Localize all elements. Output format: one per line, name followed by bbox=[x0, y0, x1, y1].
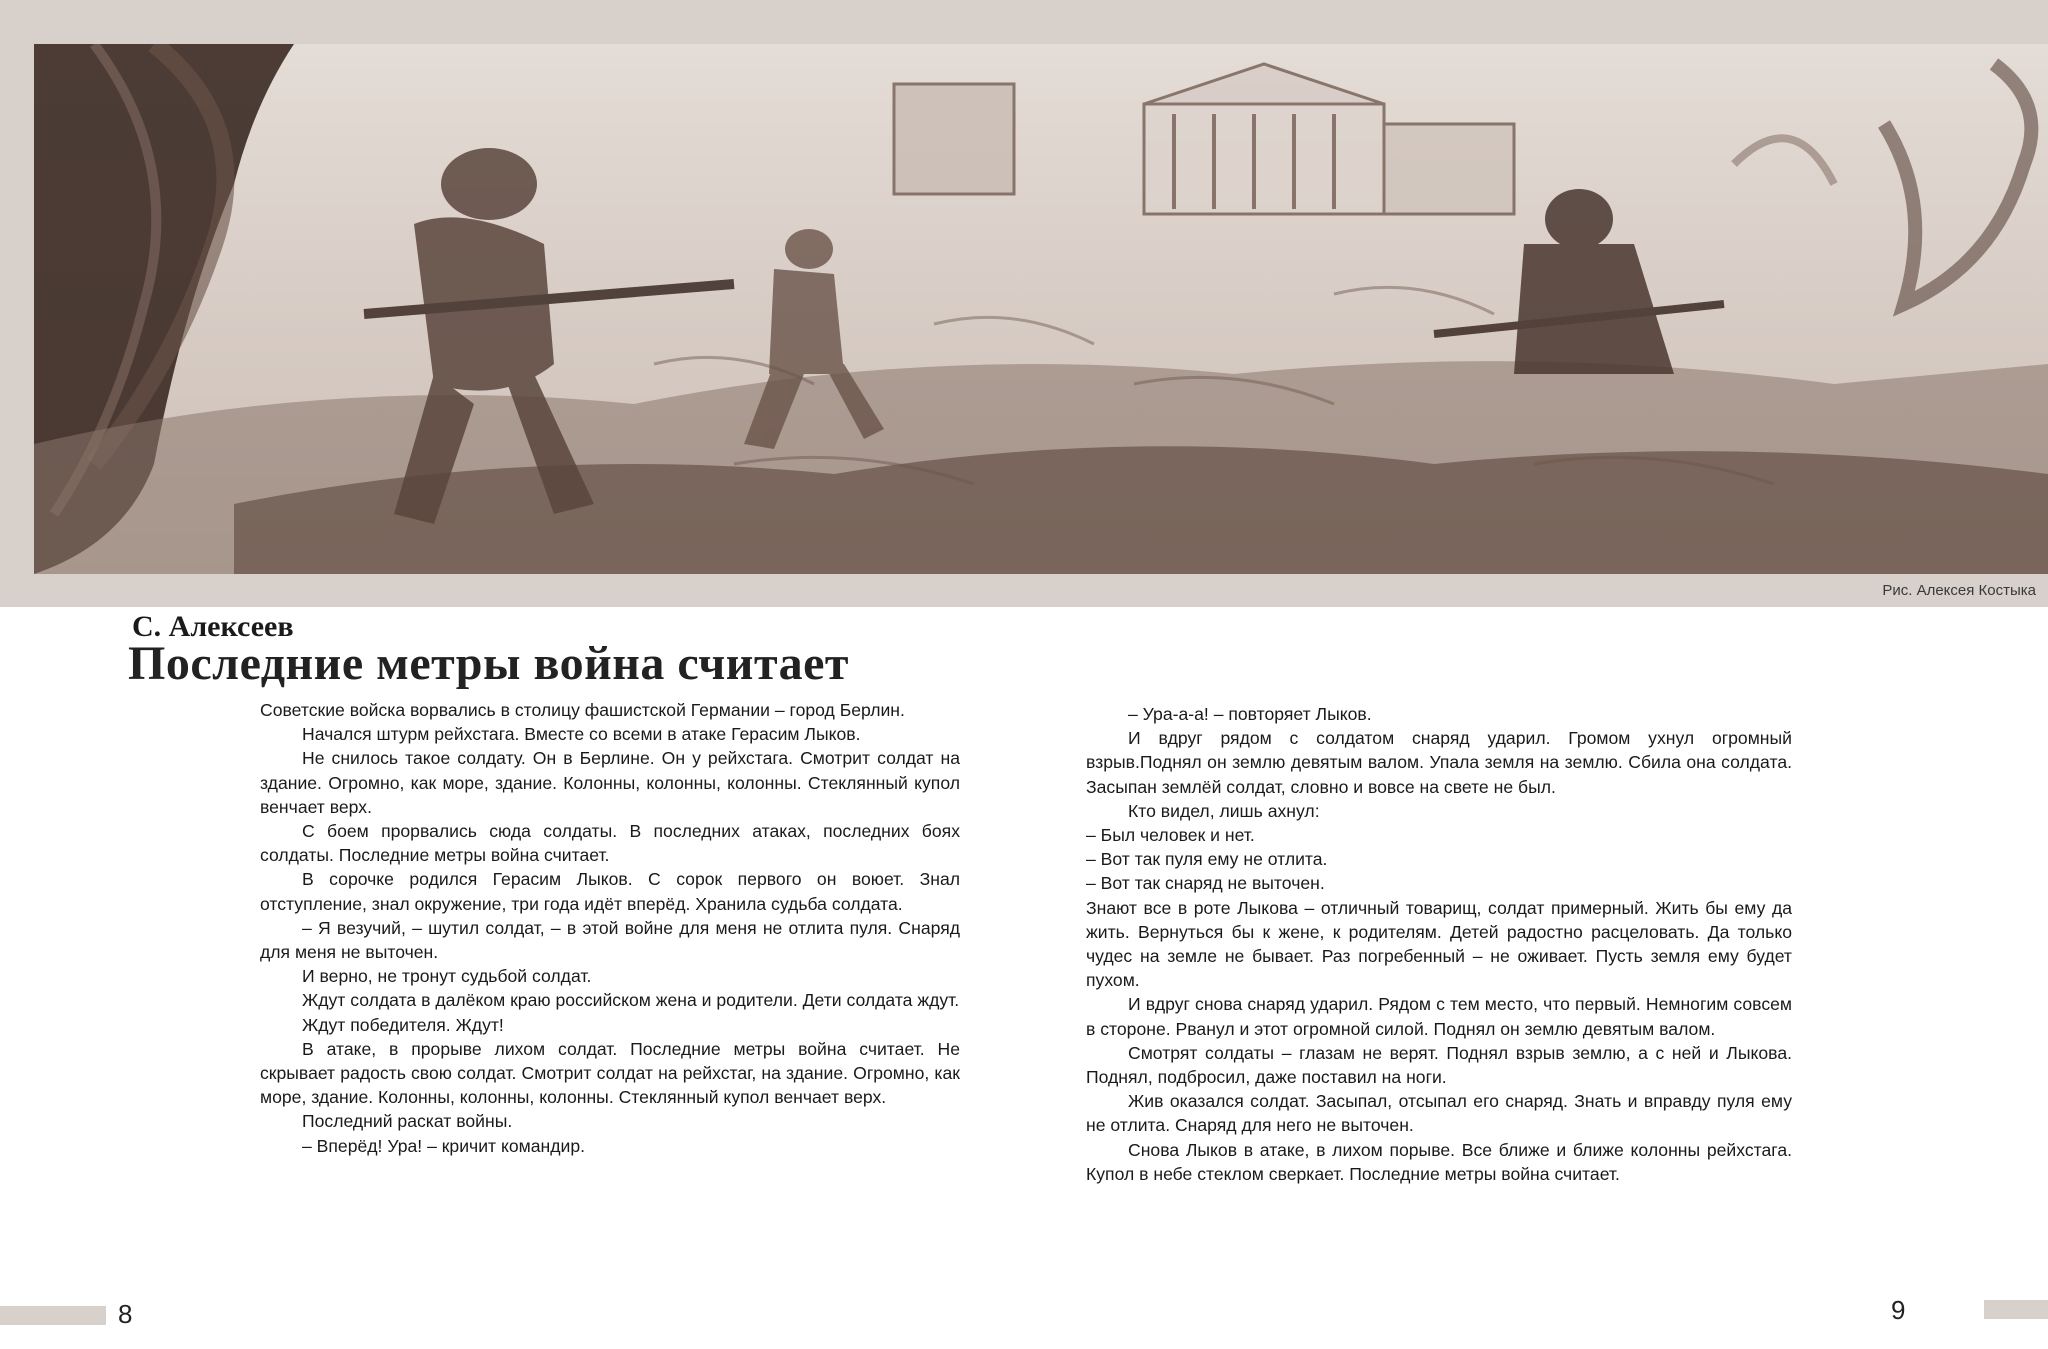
paragraph: – Ура-а-а! – повторяет Лыков. bbox=[1128, 704, 1372, 724]
paragraph: – Я везучий, – шутил солдат, – в этой войне для меня не отлита пуля. Снаряд для меня не выточен. bbox=[260, 917, 960, 963]
battle-scene-drawing bbox=[34, 44, 2048, 574]
paragraph: – Вот так снаряд не выточен. bbox=[1086, 873, 1325, 894]
page-bar-left bbox=[0, 1306, 106, 1325]
paragraph: Кто видел, лишь ахнул: bbox=[1128, 800, 1320, 821]
paragraph: Советские войска ворвались в столицу фашистской Германии – город Берлин. bbox=[260, 700, 905, 720]
illustration-credit: Рис. Алексея Костыка bbox=[1882, 582, 2036, 599]
page-number-right: 9 bbox=[1891, 1295, 1906, 1325]
paragraph: Не снилось такое солдату. Он в Берлине. Он у рейхстага. Смотрит солдат на здание. Огромно, как море, здание. Колонны, колонны, колонны. Стеклянный купол венчает верх. bbox=[260, 748, 960, 817]
paragraph: – Вперёд! Ура! – кричит командир. bbox=[302, 1135, 586, 1156]
page-number-left: 8 bbox=[118, 1299, 133, 1329]
paragraph: И вдруг снова снаряд ударил. Рядом с тем место, что первый. Немногим совсем в стороне. Рванул и этот огромной силой. Поднял он землю девятым валом. bbox=[1086, 994, 1792, 1039]
paragraph: В сорочке родился Герасим Лыков. С сорок первого он воюет. Знал отступление, знал окружение, три года идёт вперёд. Хранила судьба солдата. bbox=[260, 869, 960, 914]
paragraph: Последний раскат войны. bbox=[302, 1111, 513, 1132]
article-title: Последние метры война считает bbox=[128, 637, 849, 690]
paragraph: Смотрят солдаты – глазам не верят. Поднял взрыв землю, а с ней и Лыкова. Поднял, подбросил, даже поставил на ноги. bbox=[1086, 1042, 1792, 1088]
paragraph: С боем прорвались сюда солдаты. В последних атаках, последних боях солдаты. Последние метры война считает. bbox=[260, 821, 960, 866]
paragraph: – Был человек и нет. bbox=[1086, 825, 1255, 846]
paragraph: Ждут победителя. Ждут! bbox=[302, 1014, 504, 1035]
paragraph: – Вот так пуля ему не отлита. bbox=[1086, 849, 1328, 870]
paragraph: Снова Лыков в атаке, в лихом порыве. Все ближе и ближе колонны рейхстага. Купол в небе стеклом сверкает. Последние метры война считает. bbox=[1086, 1139, 1792, 1184]
paragraph: И верно, не тронут судьбой солдат. bbox=[302, 966, 592, 987]
page-bar-right bbox=[1984, 1300, 2048, 1319]
paragraph: Знают все в роте Лыкова – отличный товарищ, солдат примерный. Жить бы ему да жить. Вернуться бы к жене, к родителям. Детей радостно расцеловать. Да только чудес на земле не бывает. Раз погребенный – не оживает. Пусть земля ему будет пухом. bbox=[1086, 897, 1792, 991]
article-author: С. Алексеев bbox=[132, 610, 294, 643]
battle-illustration bbox=[34, 44, 2048, 574]
paragraph: Начался штурм рейхстага. Вместе со всеми в атаке Герасим Лыков. bbox=[302, 724, 861, 745]
article-left-column bbox=[260, 698, 960, 1158]
paragraph: И вдруг рядом с солдатом снаряд ударил. Громом ухнул огромный взрыв.Поднял он землю девятым валом. Упала земля на землю. Сбила она солдата. Засыпан землёй солдат, словно и вовсе на свете не был. bbox=[1086, 728, 1792, 797]
paragraph: В атаке, в прорыве лихом солдат. Последние метры война считает. Не скрывает радость свою солдат. Смотрит солдат на рейхстаг, на здание. Огромно, как море, здание. Колонны, колонны, колонны. Стеклянный купол венчает верх. bbox=[260, 1038, 960, 1108]
paragraph: Жив оказался солдат. Засыпал, отсыпал его снаряд. Знать и вправду пуля ему не отлита. Снаряд для него не выточен. bbox=[1086, 1091, 1792, 1136]
article-right-column bbox=[1086, 702, 1792, 1186]
illustration-frame bbox=[0, 0, 2048, 607]
paragraph: Ждут солдата в далёком краю российском жена и родители. Дети солдата ждут. bbox=[302, 990, 960, 1011]
